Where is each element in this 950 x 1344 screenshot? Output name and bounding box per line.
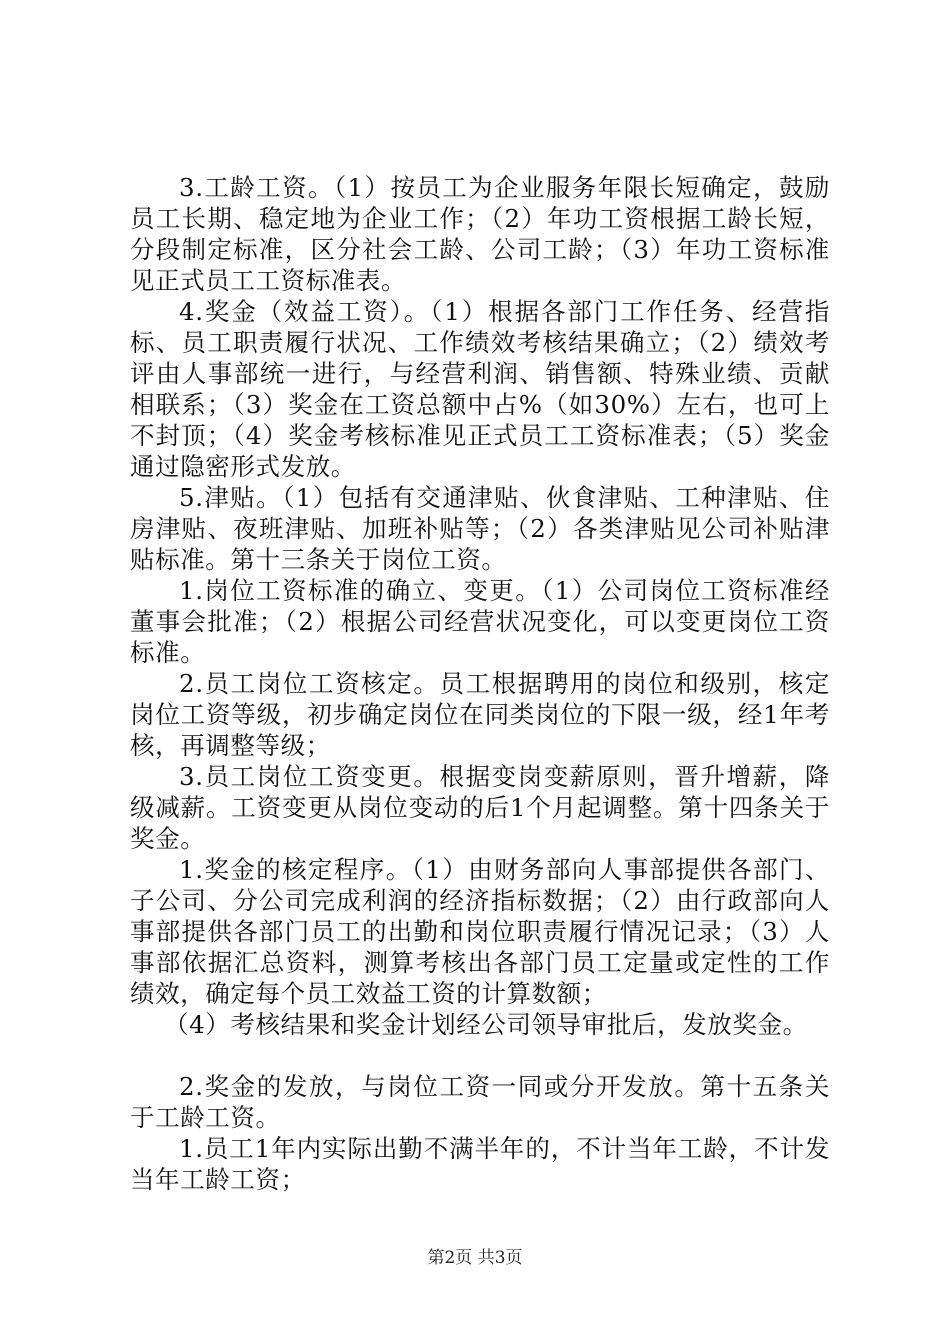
- paragraph-position-pay-assessment: 2.员工岗位工资核定。员工根据聘用的岗位和级别，核定岗位工资等级，初步确定岗位在同类岗位的下限一级，经1年考核，再调整等级；: [130, 669, 830, 760]
- blank-line: [130, 1040, 830, 1071]
- paragraph-position-pay-standard: 1.岗位工资标准的确立、变更。（1）公司岗位工资标准经董事会批准；（2）根据公司经营状况变化，可以变更岗位工资标准。: [130, 576, 830, 667]
- paragraph-bonus-distribution: 2.奖金的发放，与岗位工资一同或分开发放。第十五条关于工龄工资。: [130, 1072, 830, 1132]
- paragraph-allowance: 5.津贴。（1）包括有交通津贴、伙食津贴、工种津贴、住房津贴、夜班津贴、加班补贴等；（2）各类津贴见公司补贴津贴标准。第十三条关于岗位工资。: [130, 483, 830, 574]
- paragraph-bonus: 4.奖金（效益工资）。（1）根据各部门工作任务、经营指标、员工职责履行状况、工作绩效考核结果确立；（2）绩效考评由人事部统一进行，与经营利润、销售额、特殊业绩、贡献相联系；（3）奖金在工资总额中占%（如30%）左右，也可上不封顶；（4）奖金考核标准见正式员工工资标准表；（5）奖金通过隐密形式发放。: [130, 297, 830, 481]
- paragraph-seniority-attendance: 1.员工1年内实际出勤不满半年的，不计当年工龄，不计发当年工龄工资；: [130, 1134, 830, 1194]
- paragraph-bonus-procedure: 1.奖金的核定程序。（1）由财务部向人事部提供各部门、子公司、分公司完成利润的经济指标数据；（2）由行政部向人事部提供各部门员工的出勤和岗位职责履行情况记录；（3）人事部依据汇总资料，测算考核出各部门员工定量或定性的工作绩效，确定每个员工效益工资的计算数额；: [130, 855, 830, 1008]
- paragraph-position-pay-change: 3.员工岗位工资变更。根据变岗变薪原则，晋升增薪，降级减薪。工资变更从岗位变动的后1个月起调整。第十四条关于奖金。: [130, 762, 830, 853]
- page-number-footer: 第2页 共3页: [427, 1248, 523, 1268]
- paragraph-seniority-pay: 3.工龄工资。（1）按员工为企业服务年限长短确定，鼓励员工长期、稳定地为企业工作；（2）年功工资根据工龄长短，分段制定标准，区分社会工龄、公司工龄；（3）年功工资标准见正式员工工资标准表。: [130, 173, 830, 295]
- document-body: [130, 172, 830, 1195]
- paragraph-bonus-approval: （4）考核结果和奖金计划经公司领导审批后，发放奖金。: [164, 1010, 808, 1039]
